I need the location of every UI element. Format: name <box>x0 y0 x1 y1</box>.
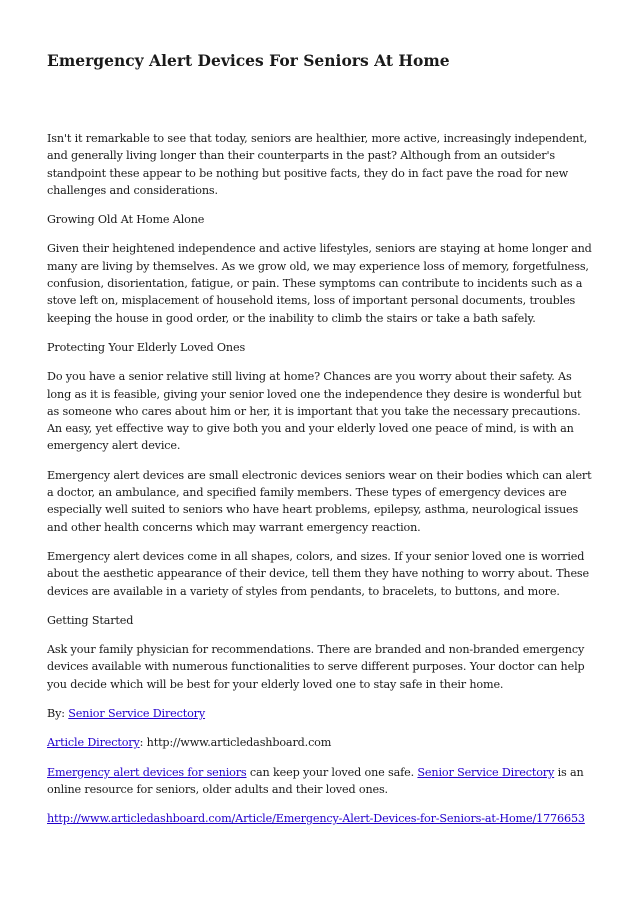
emergency-devices-link[interactable]: Emergency alert devices for seniors <box>47 765 247 779</box>
paragraph-getting-started: Ask your family physician for recommendations. There are branded and non-branded emergency devices available with numerous functionalities to serve different purposes. Your doctor can help you decide which will be best for your elderly loved one to stay safe in their home. <box>47 643 585 691</box>
byline-prefix: By: <box>47 707 69 721</box>
paragraph-intro: Isn't it remarkable to see that today, seniors are healthier, more active, increasingly independent, and generally living longer than their counterparts in the past? Although from an outsider's standpoint these appear to be nothing but positive facts, they do in fact pave the road for new challenges and considerations. <box>47 132 588 197</box>
resource-middle-text: can keep your loved one safe. <box>246 765 418 779</box>
resource-paragraph <box>47 764 595 799</box>
section-heading-growing-old: Growing Old At Home Alone <box>47 213 205 227</box>
senior-service-directory-link[interactable]: Senior Service Directory <box>417 765 555 779</box>
document-title: Emergency Alert Devices For Seniors At Home <box>47 51 450 70</box>
article-directory-link[interactable]: Article Directory <box>47 736 140 750</box>
resource-suffix-text: is an online resource for seniors, older adults and their loved ones. <box>47 765 584 796</box>
article-directory-line <box>47 734 595 751</box>
article-directory-url: : http://www.articledashboard.com <box>139 736 332 750</box>
paragraph-growing-old: Given their heightened independence and active lifestyles, seniors are staying at home longer and many are living by themselves. As we grow old, we may experience loss of memory, forgetfulness, confusion, disorientation, fatigue, or pain. These symptoms can contribute to incidents such as a stove left on, misplacement of household items, loss of important personal documents, troubles keeping the house in good order, or the inability to climb the stairs or take a bath safely. <box>47 242 592 325</box>
byline <box>47 705 595 722</box>
section-heading-protecting: Protecting Your Elderly Loved Ones <box>47 340 246 354</box>
paragraph-devices-description: Emergency alert devices are small electronic devices seniors wear on their bodies which can alert a doctor, an ambulance, and specified family members. These types of emergency devices are especially well suited to seniors who have heart problems, epilepsy, asthma, neurological issues and other health concerns which may warrant emergency reaction. <box>47 468 592 534</box>
author-link[interactable]: Senior Service Directory <box>68 707 206 721</box>
paragraph-devices-styles: Emergency alert devices come in all shapes, colors, and sizes. If your senior loved one is worried about the aesthetic appearance of their device, tell them they have nothing to worry about. These devices are available in a variety of styles from pendants, to bracelets, to buttons, and more. <box>47 549 589 598</box>
source-url-link[interactable]: http://www.articledashboard.com/Article/Emergency-Alert-Devices-for-Seniors-at-Home/1776653 <box>47 812 585 826</box>
source-url-line <box>47 810 595 827</box>
paragraph-protecting: Do you have a senior relative still living at home? Chances are you worry about their safety. As long as it is feasible, giving your senior loved one the independence they desire is wonderful but as someone who cares about him or her, it is important that you take the necessary precautions. An easy, yet effective way to give both you and your elderly loved one peace of mind, is with an emergency alert device. <box>47 370 582 453</box>
document-body <box>47 130 595 840</box>
section-heading-getting-started: Getting Started <box>47 613 134 627</box>
